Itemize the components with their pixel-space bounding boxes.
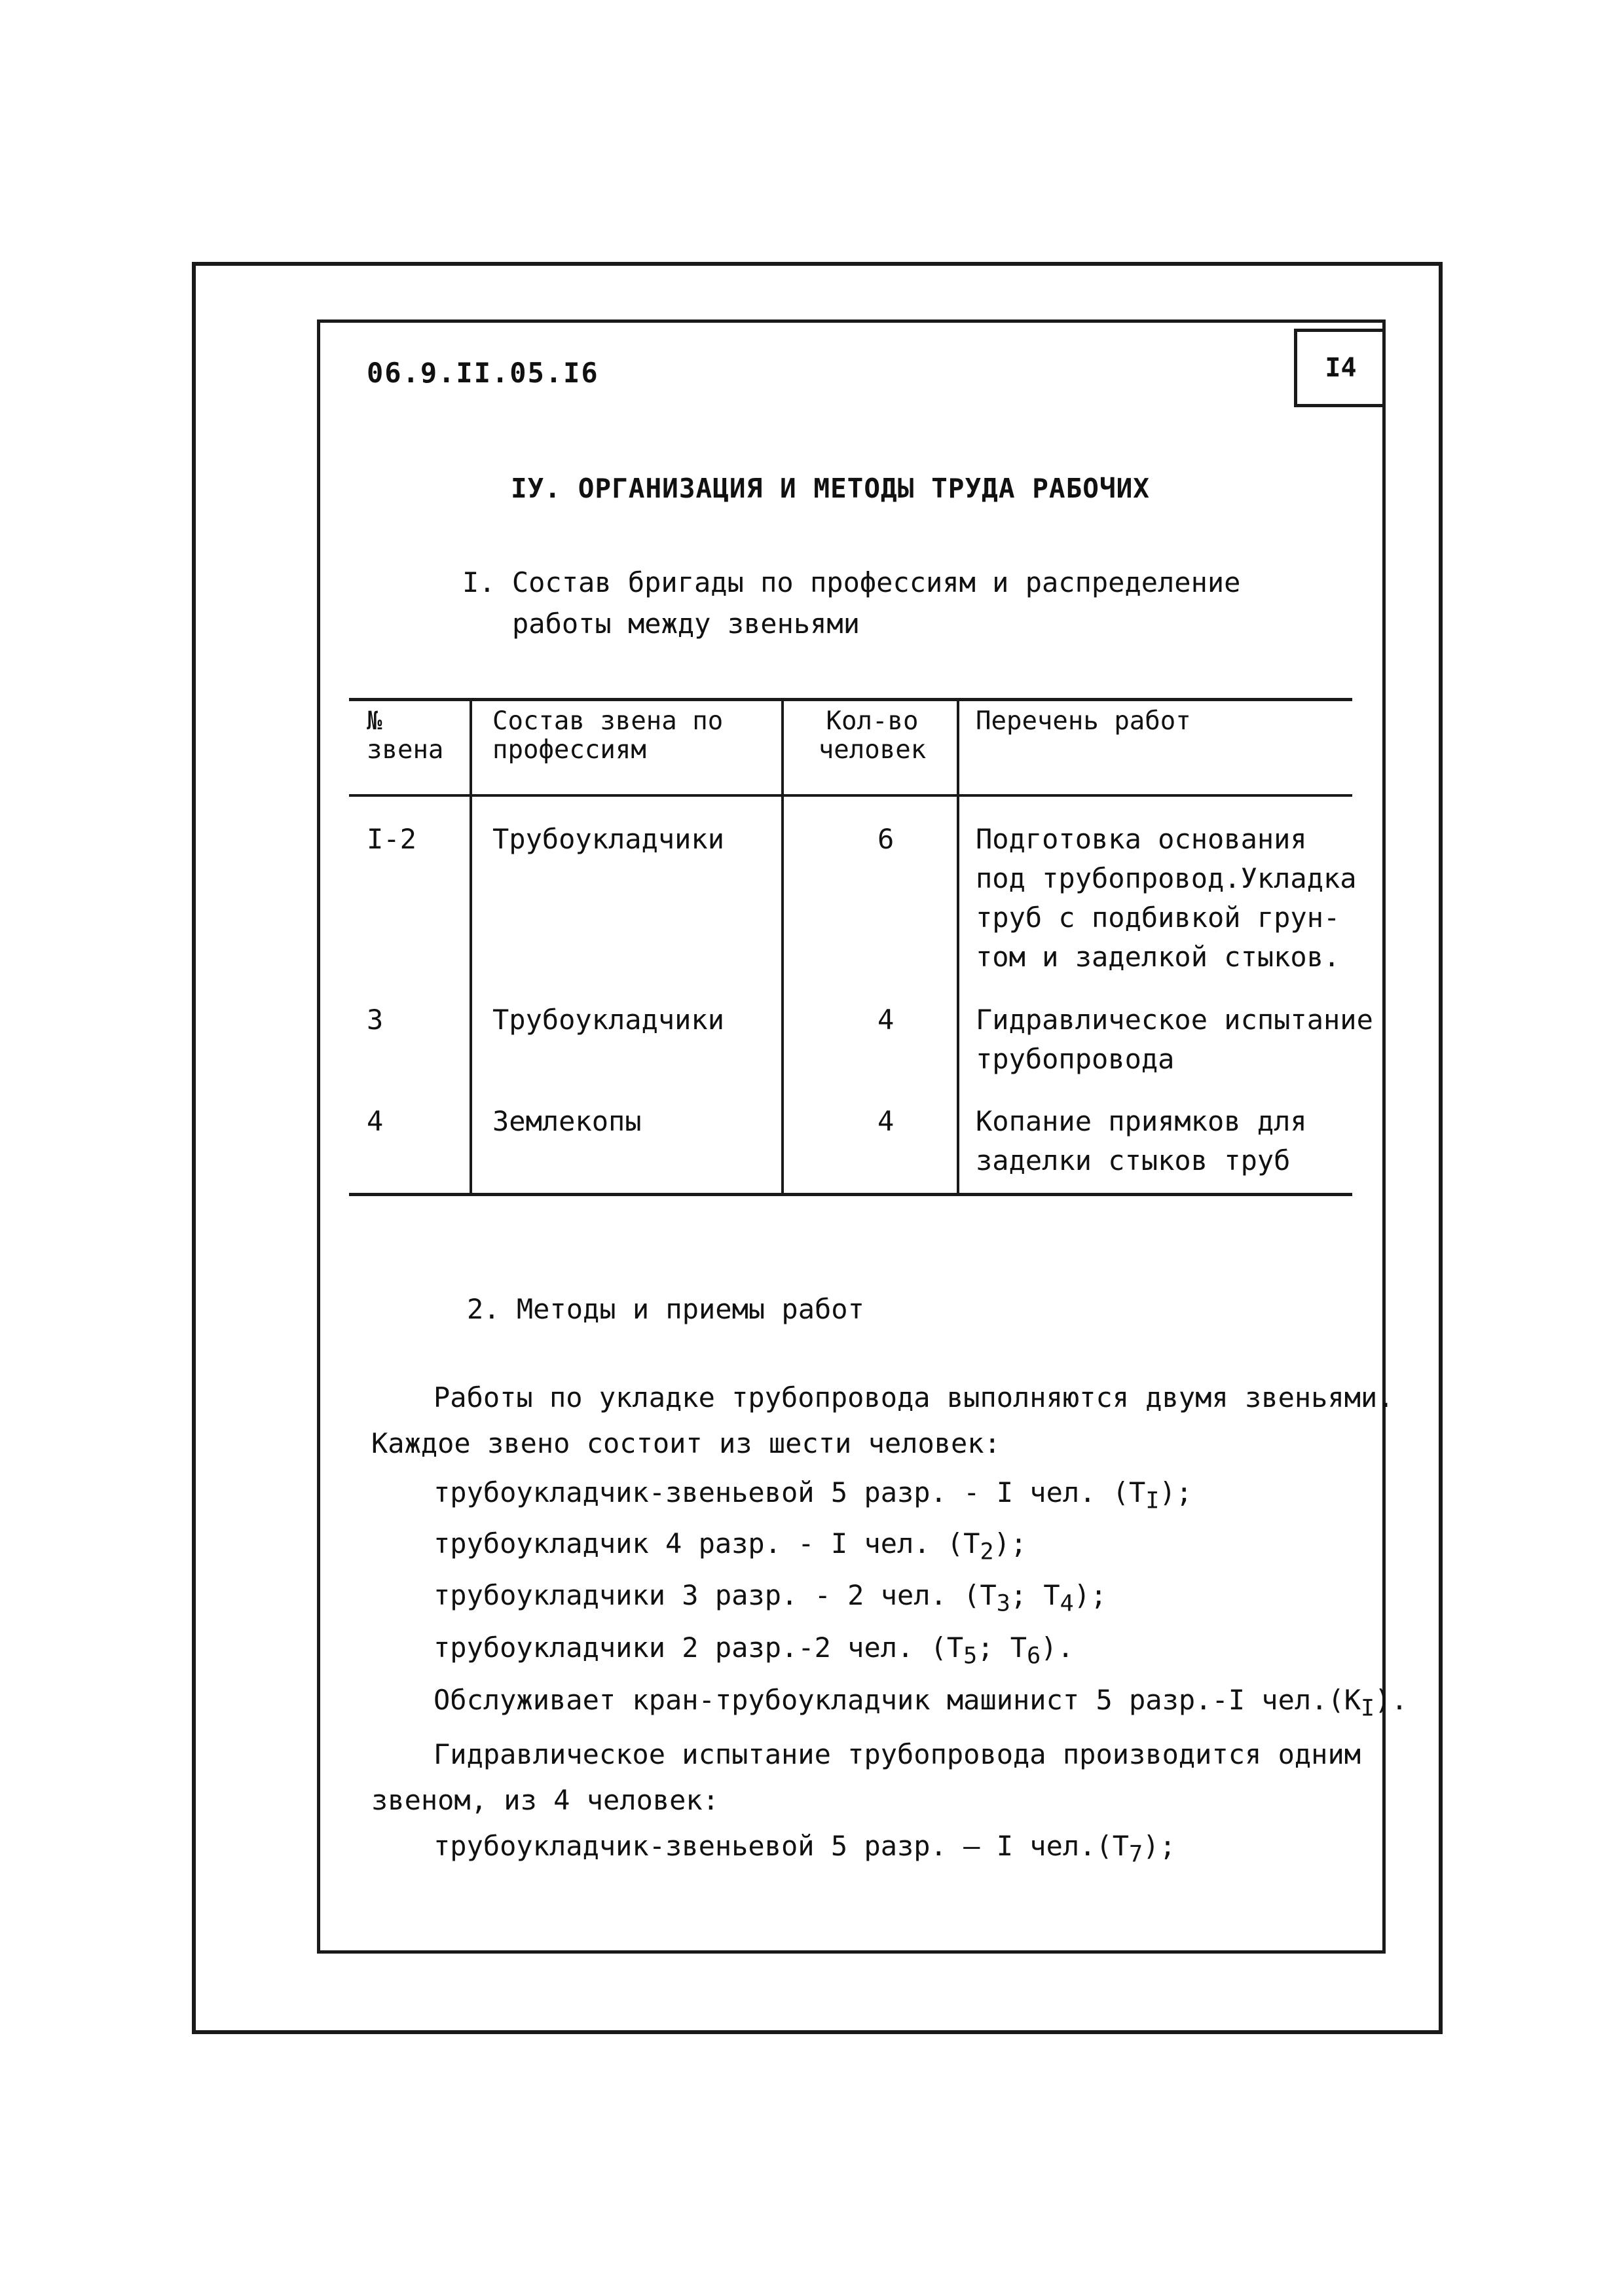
page-number: I4 xyxy=(1325,353,1357,383)
subscript: 2 xyxy=(980,1539,994,1565)
header-text: звена xyxy=(367,735,444,765)
works-line: труб с подбивкой грун- xyxy=(976,902,1340,934)
table-header-works xyxy=(976,707,1191,736)
subscript: 4 xyxy=(1060,1590,1074,1617)
crew-list-text: трубоукладчик 4 разр. - I чел. (Т xyxy=(434,1527,980,1559)
crew-list-tail: ); xyxy=(1073,1579,1107,1611)
table-cell-works xyxy=(976,820,1357,977)
subscript: 6 xyxy=(1027,1643,1041,1669)
works-line: Гидравлическое испытание xyxy=(976,1004,1373,1036)
table-cell-composition: Трубоукладчики xyxy=(492,823,725,855)
subscript: 7 xyxy=(1129,1841,1143,1868)
crane-text: Обслуживает кран-трубоукладчик машинист 5 разр.-I чел.(К xyxy=(434,1684,1361,1716)
crew-list-mid: ; Т xyxy=(977,1631,1027,1664)
works-line: заделки стыков труб xyxy=(976,1144,1291,1176)
table-cell-works xyxy=(976,1102,1307,1180)
subscript: 3 xyxy=(996,1590,1010,1617)
crew-list-tail: ); xyxy=(993,1527,1027,1559)
table-col-divider xyxy=(470,698,472,1196)
document-code: 06.9.II.05.I6 xyxy=(367,357,599,389)
table-top-rule xyxy=(349,698,1352,701)
crew-list-tail: ); xyxy=(1159,1476,1192,1508)
works-line: Подготовка основания xyxy=(976,823,1307,855)
header-text: Перечень работ xyxy=(976,706,1191,736)
table-cell-count: 6 xyxy=(877,823,895,855)
crew-list-text: трубоукладчики 3 разр. - 2 чел. (Т xyxy=(434,1579,997,1611)
table-cell-number: I-2 xyxy=(367,823,416,855)
works-line: том и заделкой стыков. xyxy=(976,941,1340,973)
subsection-1-title-line2: работы между звеньями xyxy=(512,608,860,640)
table-bottom-rule xyxy=(349,1193,1352,1196)
body-paragraph-2-line1: Гидравлическое испытание трубопровода производится одним xyxy=(434,1738,1361,1770)
table-col-divider xyxy=(957,698,959,1196)
crew-list-item xyxy=(434,1476,1192,1514)
crew-list-item xyxy=(434,1631,1074,1669)
table-cell-composition: Землекопы xyxy=(492,1105,642,1137)
subscript: I xyxy=(1361,1695,1375,1722)
table-cell-works xyxy=(976,1000,1373,1079)
crew-list-tail: ). xyxy=(1041,1631,1074,1664)
subscript: 5 xyxy=(963,1643,978,1669)
crew-list-item xyxy=(434,1579,1107,1616)
header-text: № xyxy=(367,706,382,736)
table-col-divider xyxy=(781,698,784,1196)
table-cell-composition: Трубоукладчики xyxy=(492,1004,725,1036)
body-paragraph-1-line1: Работы по укладке трубопровода выполняются двумя звеньями. xyxy=(434,1381,1394,1413)
page-number-box xyxy=(1294,329,1384,407)
table-cell-count: 4 xyxy=(877,1105,895,1137)
crew-list-text: трубоукладчик-звеньевой 5 разр. - I чел. (Т xyxy=(434,1476,1146,1508)
subscript: I xyxy=(1145,1487,1160,1514)
crew-list-text: трубоукладчики 2 разр.-2 чел. (Т xyxy=(434,1631,964,1664)
table-cell-number: 4 xyxy=(367,1105,384,1137)
subsection-2-title: 2. Методы и приемы работ xyxy=(467,1293,864,1325)
table-header-count xyxy=(794,707,951,765)
header-text: Кол-во xyxy=(826,706,919,736)
crew-list-item xyxy=(434,1830,1176,1867)
crew-list-text: трубоукладчик-звеньевой 5 разр. — I чел.(Т xyxy=(434,1830,1130,1862)
body-paragraph-2-line2: звеном, из 4 человек: xyxy=(371,1784,720,1816)
table-cell-count: 4 xyxy=(877,1004,895,1036)
crew-list-tail: ); xyxy=(1143,1830,1176,1862)
crew-list-item xyxy=(434,1527,1027,1565)
body-paragraph-1-line2: Каждое звено состоит из шести человек: xyxy=(371,1427,1001,1459)
crane-tail: ). xyxy=(1375,1684,1408,1716)
header-text: Состав звена по xyxy=(492,706,724,736)
crane-operator-line xyxy=(434,1684,1408,1721)
table-header-composition xyxy=(492,707,723,765)
table-header-number xyxy=(367,707,443,765)
works-line: под трубопровод.Укладка xyxy=(976,862,1357,894)
table-header-rule xyxy=(349,794,1352,797)
crew-list-mid: ; Т xyxy=(1010,1579,1060,1611)
works-line: Копание приямков для xyxy=(976,1105,1307,1137)
section-title: IУ. ОРГАНИЗАЦИЯ И МЕТОДЫ ТРУДА РАБОЧИХ xyxy=(511,473,1150,504)
table-cell-number: 3 xyxy=(367,1004,384,1036)
header-text: человек xyxy=(818,735,927,765)
works-line: трубопровода xyxy=(976,1043,1175,1075)
subsection-1-title-line1: I. Состав бригады по профессиям и распределение xyxy=(462,566,1241,598)
header-text: профессиям xyxy=(492,735,646,765)
